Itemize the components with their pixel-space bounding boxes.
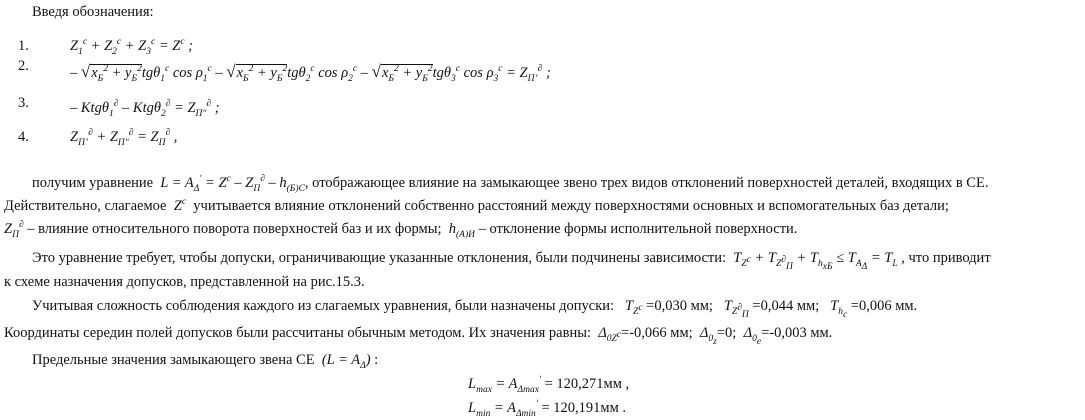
term-d2: $\Delta_{0_z}$: [696, 325, 717, 347]
term-h: $h_{(A)И}$: [445, 221, 475, 240]
p3-v2: =0,044 мм;: [752, 298, 820, 314]
p1-line3: [4, 221, 797, 238]
p2-a: Это уравнение требует, чтобы допуски, ограничивающие указанные отклонения, были подчинены зависимости:: [32, 250, 727, 266]
p1-start: получим уравнение: [32, 175, 154, 191]
p3-a: Учитывая сложность соблюдения каждого из слагаемых уравнения, были назначены допуски:: [32, 298, 615, 314]
p3-d3: =-0,003 мм.: [761, 325, 833, 341]
p4-line1: Предельные значения замыкающего звена СЕ $(L = A_\Delta)$ :: [32, 352, 379, 371]
p2-b: , что приводит: [901, 250, 991, 266]
formula-3: – $Ktg\theta_1^\partial - Ktg\theta_2^\partial = Z_{Пʺ}^\partial$ ;: [70, 99, 220, 119]
formula-Lmax: $L_{max} = A_{\Delta max}^ʹ = 120,271мм$ ,: [468, 375, 630, 395]
p2-line2: к схеме назначения допусков, представленной на рис.15.3.: [4, 274, 365, 290]
list-number-3: 3.: [18, 95, 29, 111]
p1-mid: , отображающее влияние на замыкающее звено трех видов отклонений поверхностей деталей, входящих в СЕ.: [304, 175, 989, 191]
term-d3: $\Delta_{0_e}$: [739, 325, 762, 347]
formula-Lmin: $L_{min} = A_{\Delta min}^ʹ = 120,191мм$ .: [468, 399, 626, 419]
list-number-2: 2.: [18, 58, 29, 74]
p1-line2: [4, 198, 1083, 215]
p3-b: Координаты середин полей допусков были рассчитаны обычным методом. Их значения равны:: [4, 325, 591, 341]
term-L-eq-A: $(L = A_\Delta)$: [318, 352, 371, 371]
p3-d1: =-0,066 мм;: [621, 325, 693, 341]
formula-1: $Z_1^c + Z_2^c + Z_3^c = Z^c$ ;: [70, 37, 193, 57]
p4-a: Предельные значения замыкающего звена СЕ: [32, 352, 315, 368]
term-Th: $T_{h_c}$: [822, 298, 848, 320]
formula-2: – $√x_Б^2 + y_Б^2tg\theta_1^c$ $\cos \rho_1^c - √x_Б^2 + y_Б^2tg\theta_2^c$ $\cos \rho_2^c - √x_Б^2 + y_Б^2tg\theta_3^c$ $\cos \rho_3^c = Z_{Пʼ}^\partial$ ;: [70, 62, 551, 84]
term-TZc: $T_{Z^c}$: [617, 298, 643, 317]
p3-v3: =0,006 мм.: [850, 298, 918, 314]
equation-L: $L = A_\Delta^ʹ = Z^c - Z_П^\partial - h_{(Б)С}$: [156, 174, 305, 194]
p1-line1: [32, 175, 988, 192]
p3-line1: [32, 298, 918, 320]
intro-text: Введя обозначения:: [32, 4, 154, 20]
equation-tolerance: $T_{Z^c} + T_{Z^\partial_П} + T_{h_{xБ}} \le T_{A_\Delta} = T_L$: [729, 250, 898, 272]
p1-l2b: учитывается влияние отклонений собственно расстояний между поверхностями основных и вспомогательных баз детали;: [193, 198, 949, 214]
p2-line1: [32, 250, 991, 272]
term-Zp: $Z_П^\partial$: [4, 220, 24, 240]
p4-f2: = 120,191мм .: [541, 400, 626, 416]
p1-l2a: Действительно, слагаемое: [4, 198, 167, 214]
p3-d2: =0;: [716, 325, 737, 341]
p3-v1: =0,030 мм;: [646, 298, 713, 314]
term-TZp: $T_{Z^\partial_П}$: [716, 298, 749, 320]
p3-line2: [4, 325, 833, 347]
formula-4: $Z_{Пʼ}^\partial + Z_{Пʺ}^\partial = Z_П^\partial$ ,: [70, 128, 178, 148]
term-Zc: $Z^c$: [170, 197, 187, 214]
list-number-4: 4.: [18, 129, 29, 145]
p4-f1: = 120,271мм ,: [544, 376, 630, 392]
term-d1: $\Delta_{0Z^c}$: [594, 325, 622, 344]
p1-l3a: – влияние относительного поворота поверхностей баз и их формы;: [27, 221, 442, 237]
p1-l3b: – отклонение формы исполнительной поверхности.: [478, 221, 798, 237]
list-number-1: 1.: [18, 38, 29, 54]
